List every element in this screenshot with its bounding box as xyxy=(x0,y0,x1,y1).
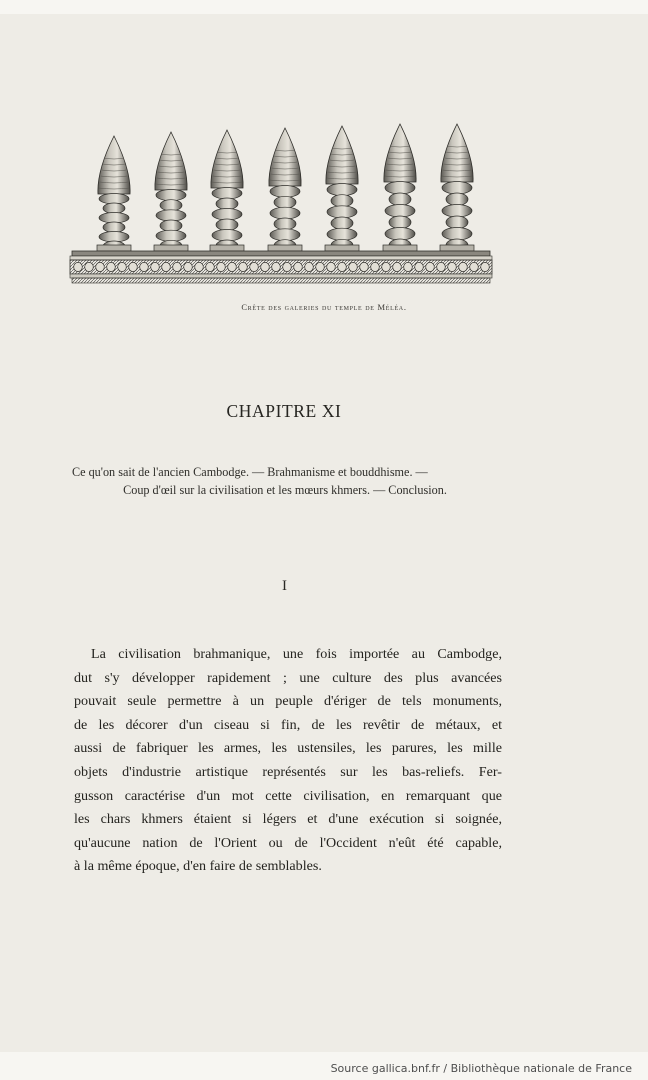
finial-ornament xyxy=(210,130,244,252)
paragraph-line: objets d'industrie artistique représentés sur les bas-reliefs. Fer- xyxy=(74,763,502,780)
rosette-ornament xyxy=(448,262,457,271)
rosette-ornament xyxy=(283,262,292,271)
rosette-ornament xyxy=(426,262,435,271)
rosette-ornament xyxy=(470,262,479,271)
rosette-ornament xyxy=(459,262,468,271)
finial-ornament xyxy=(97,136,131,252)
paragraph-line: pouvait seule permettre à un peuple d'ériger de tels monuments, xyxy=(74,693,502,710)
body-paragraph xyxy=(74,643,502,879)
rosette-ornament xyxy=(239,262,248,271)
rosette-ornament xyxy=(162,262,171,271)
rosette-ornament xyxy=(96,262,105,271)
section-number: I xyxy=(282,578,287,594)
paragraph-line: La civilisation brahmanique, une fois importée au Cambodge, xyxy=(91,646,502,662)
paragraph-line: aussi de fabriquer les armes, les ustensiles, les parures, les mille xyxy=(74,740,502,757)
rosette-ornament xyxy=(294,262,303,271)
rosette-ornament xyxy=(85,262,94,271)
rosette-ornament xyxy=(118,262,127,271)
rosette-ornament xyxy=(107,262,116,271)
rosette-ornament xyxy=(184,262,193,271)
rosette-ornament xyxy=(371,262,380,271)
source-credit: Source gallica.bnf.fr / Bibliothèque nationale de France xyxy=(330,1062,632,1075)
chapter-title: CHAPITRE XI xyxy=(226,401,342,421)
chapter-summary xyxy=(72,463,498,499)
rosette-ornament xyxy=(272,262,281,271)
rosette-ornament xyxy=(140,262,149,271)
rosette-ornament xyxy=(173,262,182,271)
paragraph-line: les chars khmers étaient si légers et d'une exécution si soignée, xyxy=(74,811,502,828)
rosette-ornament xyxy=(404,262,413,271)
rosette-ornament xyxy=(393,262,402,271)
rosette-ornament xyxy=(316,262,325,271)
rosette-ornament xyxy=(349,262,358,271)
figure-caption: Crête des galeries du temple de Méléa. xyxy=(241,302,407,312)
paragraph-line: qu'aucune nation de l'Orient ou de l'Occident n'eût été capable, xyxy=(74,834,502,851)
chapter-summary-line: Coup d'œil sur la civilisation et les mœurs khmers. — Conclusion. xyxy=(123,483,447,497)
finial-ornament xyxy=(154,132,188,252)
chapter-summary-line: Ce qu'on sait de l'ancien Cambodge. — Brahmanisme et bouddhisme. — xyxy=(72,465,428,479)
rosette-ornament xyxy=(151,262,160,271)
finial-ornament xyxy=(268,128,302,252)
rosette-ornament xyxy=(228,262,237,271)
rosette-ornament xyxy=(261,262,270,271)
page-top-margin xyxy=(0,0,648,14)
rosette-ornament xyxy=(327,262,336,271)
rosette-ornament xyxy=(129,262,138,271)
paragraph-line: gusson caractérise d'un mot cette civilisation, en remarquant que xyxy=(74,787,502,804)
rosette-ornament xyxy=(382,262,391,271)
rosette-ornament xyxy=(217,262,226,271)
rosette-ornament xyxy=(250,262,259,271)
finial-ornament xyxy=(325,126,359,252)
paragraph-line: de les décorer d'un ciseau si fin, de les revêtir de métaux, et xyxy=(74,716,502,733)
finial-ornament xyxy=(383,124,417,252)
rosette-ornament xyxy=(481,262,490,271)
rosette-ornament xyxy=(195,262,204,271)
rosette-ornament xyxy=(338,262,347,271)
finial-ornament xyxy=(440,124,474,252)
temple-crest-engraving xyxy=(66,118,494,293)
rosette-ornament xyxy=(305,262,314,271)
rosette-ornament xyxy=(74,262,83,271)
rosette-ornament xyxy=(415,262,424,271)
paragraph-line: à la même époque, d'en faire de semblables. xyxy=(74,858,322,875)
rosette-ornament xyxy=(360,262,369,271)
rosette-ornament xyxy=(437,262,446,271)
paragraph-line: dut s'y développer rapidement ; une culture des plus avancées xyxy=(74,669,502,686)
rosette-ornament xyxy=(206,262,215,271)
